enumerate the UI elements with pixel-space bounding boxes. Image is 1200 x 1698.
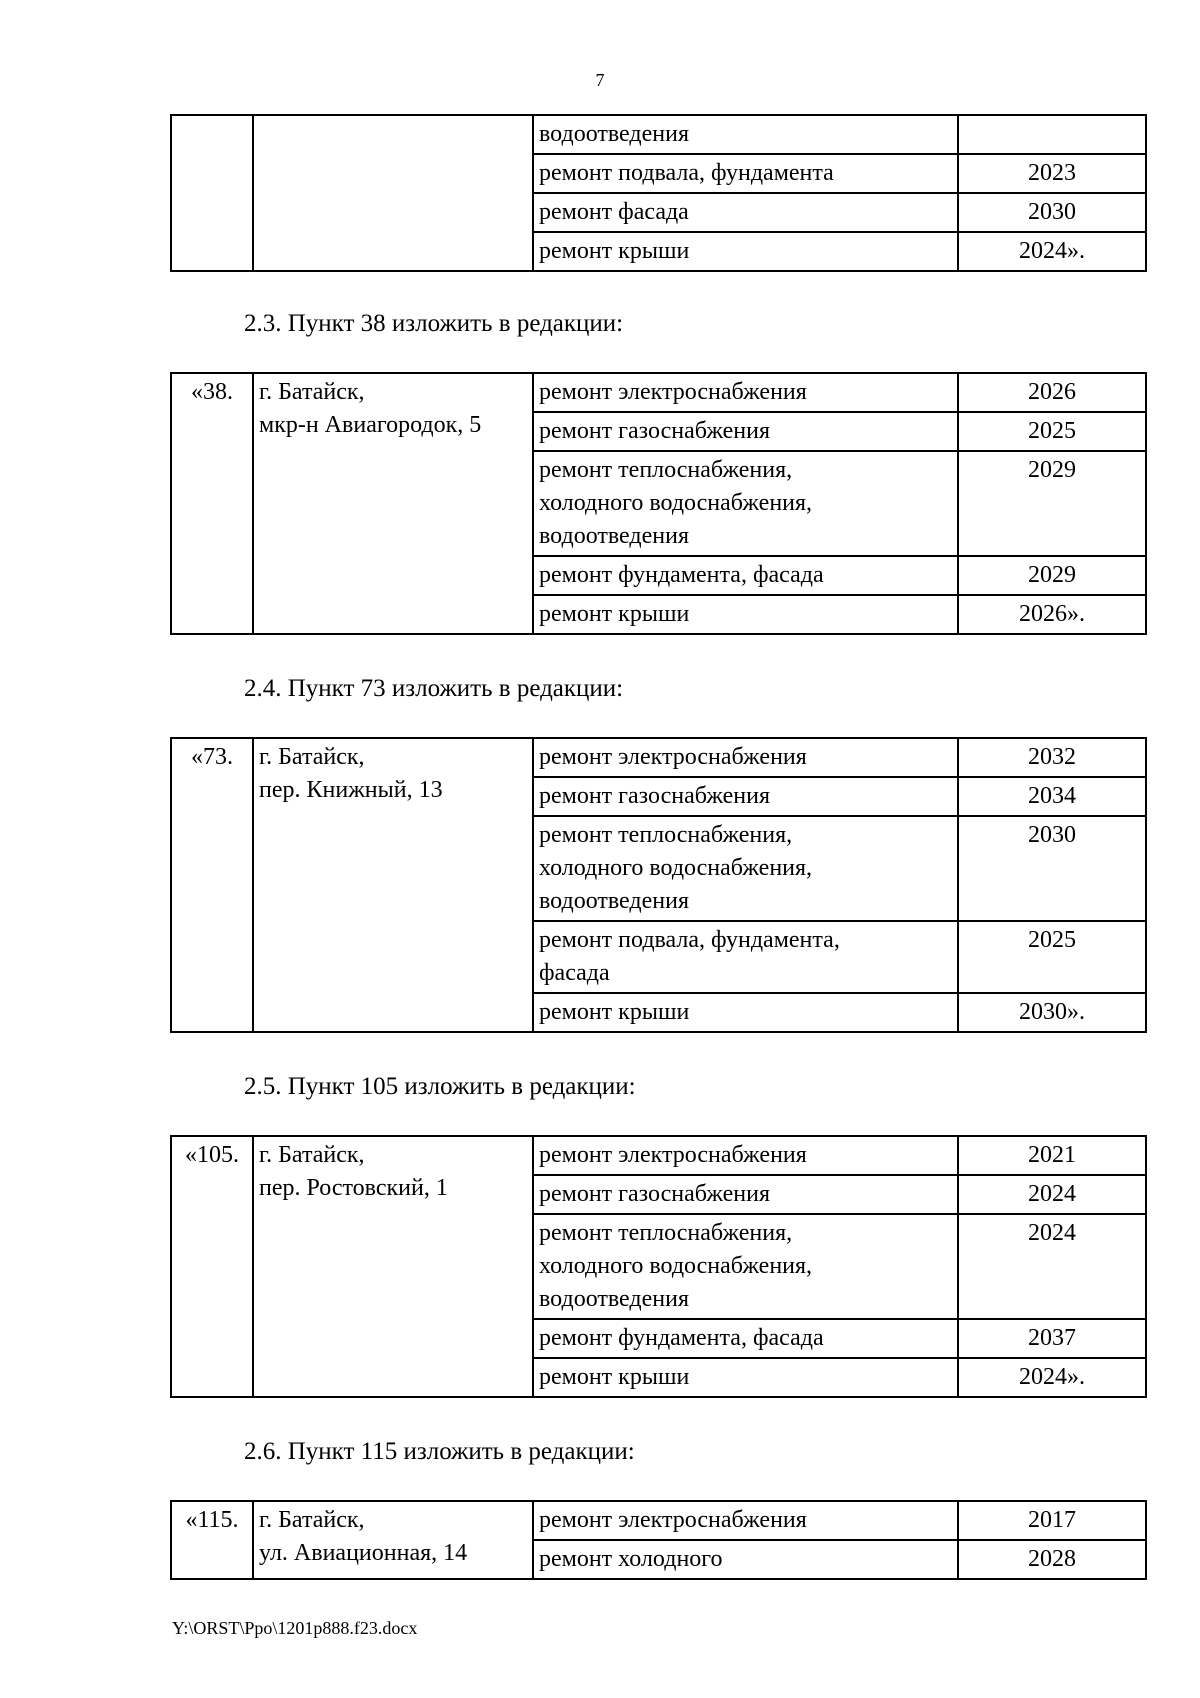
- item-number: «115.: [171, 1501, 253, 1579]
- item-number: «73.: [171, 738, 253, 1032]
- year-cell: 2025: [958, 921, 1146, 993]
- address-city: г. Батайск,: [259, 1507, 365, 1533]
- year-cell: 2037: [958, 1319, 1146, 1358]
- work-cell: ремонт холодного: [533, 1540, 958, 1579]
- year-cell: 2029: [958, 451, 1146, 556]
- section-table-73: [170, 737, 1147, 1033]
- year-cell: 2030: [958, 816, 1146, 921]
- year-cell: 2034: [958, 777, 1146, 816]
- work-cell: ремонт крыши: [533, 232, 958, 271]
- year-cell: 2024».: [958, 232, 1146, 271]
- year-cell: 2024».: [958, 1358, 1146, 1397]
- continuation-table: [170, 114, 1147, 272]
- table-row: [171, 1501, 1146, 1540]
- work-cell: ремонт фундамента, фасада: [533, 556, 958, 595]
- footer-file-path: Y:\ORST\Ppo\1201p888.f23.docx: [172, 1618, 418, 1638]
- address-city: г. Батайск,: [259, 379, 365, 405]
- work-cell: водоотведения: [533, 115, 958, 154]
- work-cell: ремонт газоснабжения: [533, 1175, 958, 1214]
- section-heading-2-4: 2.4. Пункт 73 изложить в редакции:: [244, 675, 624, 702]
- year-cell: 2026».: [958, 595, 1146, 634]
- address-street: пер. Книжный, 13: [259, 777, 443, 803]
- work-cell: ремонт электроснабжения: [533, 1501, 958, 1540]
- work-line: холодного водоснабжения,: [539, 490, 813, 516]
- table-row: [171, 115, 1146, 154]
- work-line: водоотведения: [539, 888, 689, 914]
- year-cell: 2030».: [958, 993, 1146, 1032]
- work-cell: ремонт электроснабжения: [533, 373, 958, 412]
- year-cell: 2025: [958, 412, 1146, 451]
- year-cell: 2023: [958, 154, 1146, 193]
- year-cell: 2021: [958, 1136, 1146, 1175]
- address-city: г. Батайск,: [259, 1142, 365, 1168]
- work-cell: [533, 816, 958, 921]
- section-heading-2-5: 2.5. Пункт 105 изложить в редакции:: [244, 1073, 636, 1100]
- year-cell: 2024: [958, 1214, 1146, 1319]
- work-line: ремонт теплоснабжения,: [539, 457, 793, 483]
- page-number: 7: [595, 70, 605, 90]
- year-cell: 2032: [958, 738, 1146, 777]
- table-row: [171, 1136, 1146, 1175]
- section-table-105: [170, 1135, 1147, 1398]
- work-cell: ремонт электроснабжения: [533, 738, 958, 777]
- table-row: [171, 738, 1146, 777]
- year-cell: 2024: [958, 1175, 1146, 1214]
- work-cell: ремонт фасада: [533, 193, 958, 232]
- year-cell: 2028: [958, 1540, 1146, 1579]
- year-cell: 2017: [958, 1501, 1146, 1540]
- work-line: ремонт подвала, фундамента,: [539, 927, 840, 953]
- item-number: «38.: [171, 373, 253, 634]
- work-cell: ремонт подвала, фундамента: [533, 154, 958, 193]
- year-cell: 2029: [958, 556, 1146, 595]
- work-line: холодного водоснабжения,: [539, 855, 813, 881]
- work-line: фасада: [539, 960, 610, 986]
- address-cell: [253, 738, 533, 1032]
- year-cell: [958, 115, 1146, 154]
- work-line: ремонт теплоснабжения,: [539, 1220, 793, 1246]
- work-cell: ремонт крыши: [533, 1358, 958, 1397]
- address-cell: [253, 115, 533, 271]
- address-city: г. Батайск,: [259, 744, 365, 770]
- work-cell: [533, 1214, 958, 1319]
- address-street: пер. Ростовский, 1: [259, 1175, 448, 1201]
- section-table-38: [170, 372, 1147, 635]
- table-row: [171, 373, 1146, 412]
- work-line: водоотведения: [539, 523, 689, 549]
- work-cell: ремонт газоснабжения: [533, 777, 958, 816]
- address-cell: [253, 1136, 533, 1397]
- work-cell: ремонт крыши: [533, 993, 958, 1032]
- work-cell: ремонт фундамента, фасада: [533, 1319, 958, 1358]
- number-cell: [171, 115, 253, 271]
- work-line: ремонт теплоснабжения,: [539, 822, 793, 848]
- address-cell: [253, 373, 533, 634]
- work-cell: [533, 451, 958, 556]
- item-number: «105.: [171, 1136, 253, 1397]
- address-cell: [253, 1501, 533, 1579]
- year-cell: 2030: [958, 193, 1146, 232]
- work-line: водоотведения: [539, 1286, 689, 1312]
- section-heading-2-3: 2.3. Пункт 38 изложить в редакции:: [244, 310, 624, 337]
- section-table-115: [170, 1500, 1147, 1580]
- section-heading-2-6: 2.6. Пункт 115 изложить в редакции:: [244, 1438, 635, 1465]
- work-cell: ремонт крыши: [533, 595, 958, 634]
- year-cell: 2026: [958, 373, 1146, 412]
- work-cell: ремонт газоснабжения: [533, 412, 958, 451]
- work-cell: ремонт электроснабжения: [533, 1136, 958, 1175]
- address-street: мкр-н Авиагородок, 5: [259, 412, 482, 438]
- work-line: холодного водоснабжения,: [539, 1253, 813, 1279]
- work-cell: [533, 921, 958, 993]
- address-street: ул. Авиационная, 14: [259, 1540, 468, 1566]
